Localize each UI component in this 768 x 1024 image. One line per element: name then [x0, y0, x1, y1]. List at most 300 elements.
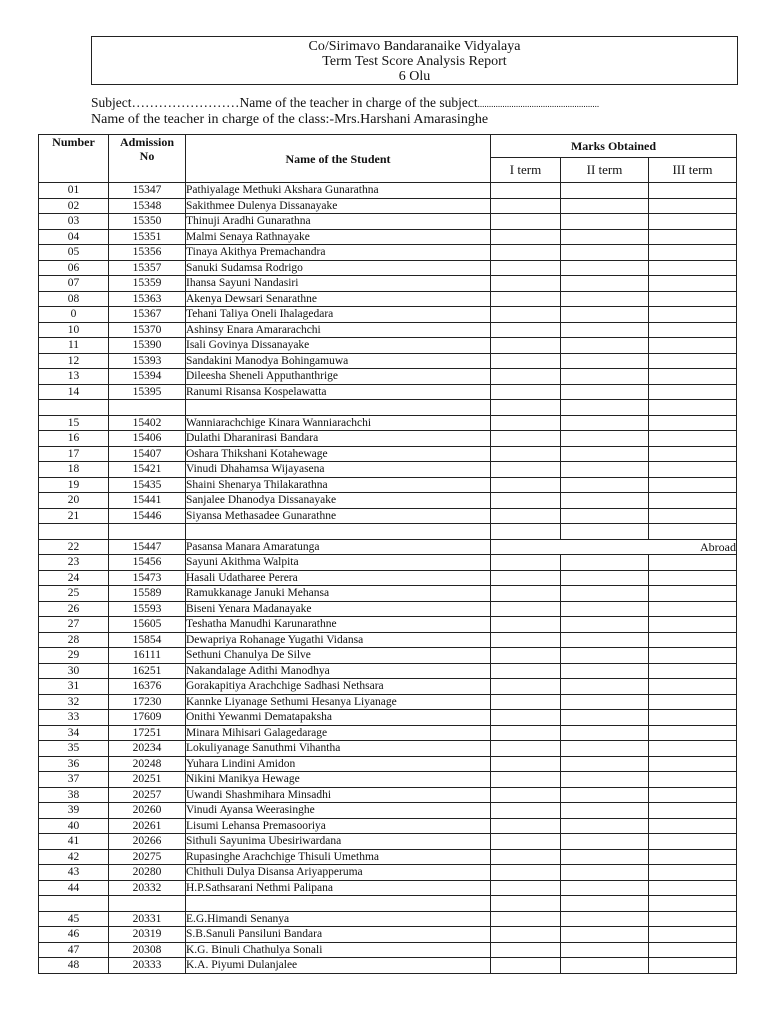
row-student-name: Gorakapitiya Arachchige Sadhasi Nethsara [186, 679, 491, 695]
row-student-name: S.B.Sanuli Pansiluni Bandara [186, 927, 491, 943]
row-admission-no: 20266 [109, 834, 186, 850]
mark-term-3-cell [649, 493, 737, 509]
table-row [39, 198, 737, 214]
mark-term-1-cell [491, 942, 561, 958]
mark-term-1-cell [491, 322, 561, 338]
header-number: Number [39, 135, 109, 183]
mark-term-3-cell [649, 834, 737, 850]
row-number: 29 [39, 648, 109, 664]
row-student-name: Nikini Manikya Hewage [186, 772, 491, 788]
mark-term-2-cell [561, 679, 649, 695]
spacer-cell [561, 896, 649, 912]
row-admission-no: 15395 [109, 384, 186, 400]
row-admission-no: 20333 [109, 958, 186, 974]
mark-term-3-cell [649, 694, 737, 710]
mark-term-1-cell [491, 911, 561, 927]
mark-term-3-cell [649, 276, 737, 292]
mark-term-3-cell [649, 958, 737, 974]
table-row [39, 849, 737, 865]
table-row [39, 183, 737, 199]
row-admission-no: 20319 [109, 927, 186, 943]
row-student-name: Ramukkanage Januki Mehansa [186, 586, 491, 602]
row-number: 07 [39, 276, 109, 292]
spacer-cell [561, 400, 649, 416]
mark-term-1-cell [491, 725, 561, 741]
row-admission-no: 20308 [109, 942, 186, 958]
row-number: 39 [39, 803, 109, 819]
row-student-name: Lisumi Lehansa Premasooriya [186, 818, 491, 834]
table-row [39, 942, 737, 958]
mark-term-2-cell [561, 369, 649, 385]
row-admission-no: 20275 [109, 849, 186, 865]
row-admission-no: 15367 [109, 307, 186, 323]
row-admission-no: 15350 [109, 214, 186, 230]
mark-term-1-cell [491, 617, 561, 633]
table-row [39, 617, 737, 633]
row-number: 34 [39, 725, 109, 741]
mark-term-2-cell [561, 198, 649, 214]
row-admission-no: 20234 [109, 741, 186, 757]
table-row [39, 601, 737, 617]
row-student-name: Sakithmee Dulenya Dissanayake [186, 198, 491, 214]
mark-term-1-cell [491, 431, 561, 447]
spacer-cell [491, 524, 561, 540]
table-row [39, 276, 737, 292]
table-row [39, 338, 737, 354]
mark-term-3-cell [649, 229, 737, 245]
marks-table [38, 134, 737, 974]
row-admission-no: 15456 [109, 555, 186, 571]
mark-term-1-cell [491, 632, 561, 648]
mark-term-2-cell [561, 880, 649, 896]
mark-term-3-cell [649, 214, 737, 230]
row-student-name: Teshatha Manudhi Karunarathne [186, 617, 491, 633]
row-student-name: Thinuji Aradhi Gunarathna [186, 214, 491, 230]
mark-term-1-cell [491, 570, 561, 586]
mark-term-2-cell [561, 942, 649, 958]
row-student-name: Sayuni Akithma Walpita [186, 555, 491, 571]
mark-term-2-cell [561, 632, 649, 648]
row-number: 10 [39, 322, 109, 338]
row-admission-no: 20280 [109, 865, 186, 881]
row-student-name: Sanjalee Dhanodya Dissanayake [186, 493, 491, 509]
row-admission-no: 15589 [109, 586, 186, 602]
table-row [39, 493, 737, 509]
mark-term-1-cell [491, 555, 561, 571]
row-admission-no: 15348 [109, 198, 186, 214]
row-student-name: Sanuki Sudamsa Rodrigo [186, 260, 491, 276]
mark-term-2-cell [561, 353, 649, 369]
mark-term-1-cell [491, 338, 561, 354]
row-student-name: Lokuliyanage Sanuthmi Vihantha [186, 741, 491, 757]
mark-term-2-cell [561, 586, 649, 602]
row-student-name: Uwandi Shashmihara Minsadhi [186, 787, 491, 803]
row-admission-no: 15441 [109, 493, 186, 509]
row-student-name: Shaini Shenarya Thilakarathna [186, 477, 491, 493]
mark-term-1-cell [491, 927, 561, 943]
mark-term-3-cell [649, 291, 737, 307]
row-number: 03 [39, 214, 109, 230]
row-admission-no: 15347 [109, 183, 186, 199]
mark-term-1-cell [491, 229, 561, 245]
mark-term-3-cell [649, 183, 737, 199]
row-admission-no: 15390 [109, 338, 186, 354]
mark-term-2-cell [561, 477, 649, 493]
mark-term-3-cell [649, 617, 737, 633]
row-number: 04 [39, 229, 109, 245]
table-row [39, 384, 737, 400]
header-term-1: I term [491, 158, 561, 183]
spacer-cell [649, 400, 737, 416]
row-student-name: Biseni Yenara Madanayake [186, 601, 491, 617]
mark-term-2-cell [561, 834, 649, 850]
row-student-name: Akenya Dewsari Senarathne [186, 291, 491, 307]
spacer-cell [39, 896, 109, 912]
mark-term-1-cell [491, 415, 561, 431]
mark-term-3-cell [649, 415, 737, 431]
row-number: 24 [39, 570, 109, 586]
row-student-name: Siyansa Methasadee Gunarathne [186, 508, 491, 524]
mark-term-2-cell [561, 803, 649, 819]
mark-term-1-cell [491, 818, 561, 834]
row-admission-no: 16111 [109, 648, 186, 664]
table-row [39, 787, 737, 803]
row-number: 48 [39, 958, 109, 974]
mark-term-1-cell [491, 741, 561, 757]
mark-term-2-cell [561, 493, 649, 509]
row-number: 26 [39, 601, 109, 617]
row-student-name: Pathiyalage Methuki Akshara Gunarathna [186, 183, 491, 199]
mark-term-2-cell [561, 927, 649, 943]
mark-term-1-cell [491, 384, 561, 400]
row-admission-no: 20257 [109, 787, 186, 803]
class-name: 6 Olu [398, 69, 431, 84]
mark-term-1-cell [491, 679, 561, 695]
mark-term-3-cell [649, 555, 737, 571]
mark-term-1-cell [491, 260, 561, 276]
mark-term-3-cell [649, 198, 737, 214]
row-student-name: Ashinsy Enara Amararachchi [186, 322, 491, 338]
row-student-name: Onithi Yewanmi Dematapaksha [186, 710, 491, 726]
row-number: 43 [39, 865, 109, 881]
mark-term-3-cell [649, 725, 737, 741]
mark-term-2-cell [561, 555, 649, 571]
header-student-name: Name of the Student [186, 135, 491, 183]
mark-term-3-cell [649, 632, 737, 648]
spacer-cell [491, 400, 561, 416]
spacer-cell [109, 400, 186, 416]
mark-term-2-cell [561, 694, 649, 710]
row-admission-no: 15605 [109, 617, 186, 633]
table-row [39, 911, 737, 927]
table-row [39, 741, 737, 757]
table-row [39, 756, 737, 772]
row-student-name: Malmi Senaya Rathnayake [186, 229, 491, 245]
mark-term-1-cell [491, 477, 561, 493]
row-student-name: K.G. Binuli Chathulya Sonali [186, 942, 491, 958]
subject-label: Subject [91, 95, 132, 110]
spacer-cell [39, 400, 109, 416]
table-row [39, 307, 737, 323]
table-row [39, 710, 737, 726]
row-student-name: Dewapriya Rohanage Yugathi Vidansa [186, 632, 491, 648]
row-admission-no: 16376 [109, 679, 186, 695]
mark-term-3-cell [649, 663, 737, 679]
spacer-cell [649, 524, 737, 540]
mark-term-3-cell [649, 772, 737, 788]
row-number: 19 [39, 477, 109, 493]
mark-term-2-cell [561, 787, 649, 803]
mark-term-1-cell [491, 803, 561, 819]
row-number: 17 [39, 446, 109, 462]
mark-term-1-cell [491, 462, 561, 478]
mark-term-3-cell [649, 710, 737, 726]
row-admission-no: 20331 [109, 911, 186, 927]
row-student-name: Vinudi Dhahamsa Wijayasena [186, 462, 491, 478]
table-row [39, 508, 737, 524]
mark-term-2-cell [561, 601, 649, 617]
row-student-name: Kannke Liyanage Sethumi Hesanya Liyanage [186, 694, 491, 710]
row-admission-no: 17230 [109, 694, 186, 710]
row-admission-no: 15363 [109, 291, 186, 307]
mark-term-1-cell [491, 663, 561, 679]
spacer-row [39, 524, 737, 540]
spacer-cell [186, 896, 491, 912]
header-term-2: II term [561, 158, 649, 183]
spacer-cell [109, 896, 186, 912]
mark-term-3-cell [649, 508, 737, 524]
row-student-name: Oshara Thikshani Kotahewage [186, 446, 491, 462]
spacer-cell [109, 524, 186, 540]
table-row [39, 694, 737, 710]
row-student-name: Sethuni Chanulya De Silve [186, 648, 491, 664]
table-row [39, 555, 737, 571]
mark-term-2-cell [561, 741, 649, 757]
mark-term-2-cell [561, 710, 649, 726]
table-row [39, 679, 737, 695]
row-number: 02 [39, 198, 109, 214]
mark-term-3-cell [649, 849, 737, 865]
row-student-name: Minara Mihisari Galagedarage [186, 725, 491, 741]
row-number: 01 [39, 183, 109, 199]
row-number: 41 [39, 834, 109, 850]
row-admission-no: 15446 [109, 508, 186, 524]
report-title-box [91, 36, 738, 85]
mark-term-3-cell [649, 446, 737, 462]
row-student-name: Isali Govinya Dissanayake [186, 338, 491, 354]
table-row [39, 539, 737, 555]
table-row [39, 245, 737, 261]
mark-term-1-cell [491, 849, 561, 865]
row-student-name: Ihansa Sayuni Nandasiri [186, 276, 491, 292]
mark-term-2-cell [561, 291, 649, 307]
table-row [39, 229, 737, 245]
spacer-cell [561, 524, 649, 540]
table-row [39, 477, 737, 493]
mark-term-1-cell [491, 772, 561, 788]
mark-term-3-cell [649, 369, 737, 385]
table-row [39, 431, 737, 447]
table-row [39, 369, 737, 385]
row-number: 28 [39, 632, 109, 648]
row-number: 33 [39, 710, 109, 726]
mark-term-1-cell [491, 958, 561, 974]
row-number: 32 [39, 694, 109, 710]
row-number: 25 [39, 586, 109, 602]
table-row [39, 446, 737, 462]
mark-term-2-cell [561, 384, 649, 400]
mark-term-2-cell [561, 818, 649, 834]
mark-term-2-cell [561, 570, 649, 586]
row-student-name: Rupasinghe Arachchige Thisuli Umethma [186, 849, 491, 865]
mark-term-1-cell [491, 787, 561, 803]
mark-term-2-cell [561, 958, 649, 974]
mark-term-1-cell [491, 694, 561, 710]
row-admission-no: 15357 [109, 260, 186, 276]
mark-term-1-cell [491, 493, 561, 509]
row-admission-no: 17609 [109, 710, 186, 726]
mark-term-3-cell [649, 384, 737, 400]
table-row [39, 214, 737, 230]
row-number: 40 [39, 818, 109, 834]
table-row [39, 663, 737, 679]
spacer-cell [649, 896, 737, 912]
table-row [39, 772, 737, 788]
row-number: 06 [39, 260, 109, 276]
row-student-name: E.G.Himandi Senanya [186, 911, 491, 927]
row-number: 18 [39, 462, 109, 478]
mark-term-2-cell [561, 772, 649, 788]
mark-term-3-cell [649, 865, 737, 881]
table-row [39, 880, 737, 896]
mark-term-2-cell [561, 663, 649, 679]
row-admission-no: 20261 [109, 818, 186, 834]
row-admission-no: 16251 [109, 663, 186, 679]
mark-term-1-cell [491, 865, 561, 881]
mark-term-1-cell [491, 353, 561, 369]
row-admission-no: 15359 [109, 276, 186, 292]
mark-term-2-cell [561, 260, 649, 276]
mark-term-2-cell [561, 322, 649, 338]
row-admission-no: 15351 [109, 229, 186, 245]
table-row [39, 834, 737, 850]
mark-term-2-cell [561, 307, 649, 323]
table-row [39, 415, 737, 431]
table-row [39, 927, 737, 943]
row-student-name: Sandakini Manodya Bohingamuwa [186, 353, 491, 369]
mark-term-2-cell [561, 648, 649, 664]
row-number: 21 [39, 508, 109, 524]
row-number: 22 [39, 539, 109, 555]
row-student-name: Chithuli Dulya Disansa Ariyapperuma [186, 865, 491, 881]
table-row [39, 648, 737, 664]
table-row [39, 570, 737, 586]
mark-term-1-cell [491, 648, 561, 664]
mark-term-3-cell [649, 338, 737, 354]
row-admission-no: 15447 [109, 539, 186, 555]
header-term-3: III term [649, 158, 737, 183]
row-number: 15 [39, 415, 109, 431]
subject-teacher-label: Name of the teacher in charge of the subject [239, 95, 478, 110]
row-student-name: Dileesha Sheneli Apputhanthrige [186, 369, 491, 385]
row-number: 46 [39, 927, 109, 943]
header-admission [109, 135, 186, 183]
mark-term-2-cell [561, 508, 649, 524]
mark-term-1-cell [491, 586, 561, 602]
mark-term-3-cell [649, 880, 737, 896]
spacer-cell [39, 524, 109, 540]
row-number: 0 [39, 307, 109, 323]
row-number: 05 [39, 245, 109, 261]
row-admission-no: 15356 [109, 245, 186, 261]
mark-term-1-cell [491, 446, 561, 462]
mark-term-3-cell [649, 322, 737, 338]
mark-term-1-cell [491, 214, 561, 230]
mark-term-3-cell [649, 648, 737, 664]
mark-term-3-cell [649, 803, 737, 819]
mark-term-3-cell [649, 601, 737, 617]
report-title: Term Test Score Analysis Report [322, 54, 507, 69]
table-row [39, 865, 737, 881]
mark-term-3-cell [649, 927, 737, 943]
mark-term-3-cell [649, 431, 737, 447]
row-admission-no: 15394 [109, 369, 186, 385]
table-row [39, 586, 737, 602]
mark-term-3-cell [649, 260, 737, 276]
row-number: 30 [39, 663, 109, 679]
row-number: 45 [39, 911, 109, 927]
mark-term-1-cell [491, 245, 561, 261]
row-number: 44 [39, 880, 109, 896]
row-number: 31 [39, 679, 109, 695]
mark-term-2-cell [561, 446, 649, 462]
table-row [39, 291, 737, 307]
row-admission-no: 15402 [109, 415, 186, 431]
row-student-name: Pasansa Manara Amaratunga [186, 539, 491, 555]
table-row [39, 353, 737, 369]
row-number: 36 [39, 756, 109, 772]
mark-term-1-cell [491, 291, 561, 307]
mark-term-3-cell [649, 570, 737, 586]
subject-line [91, 95, 599, 111]
row-number: 38 [39, 787, 109, 803]
mark-term-3-cell [649, 586, 737, 602]
mark-term-3-cell [649, 756, 737, 772]
mark-term-2-cell [561, 756, 649, 772]
class-teacher-line: Name of the teacher in charge of the class:-Mrs.Harshani Amarasinghe [91, 112, 489, 127]
row-admission-no: 15421 [109, 462, 186, 478]
row-number: 14 [39, 384, 109, 400]
row-admission-no: 20260 [109, 803, 186, 819]
row-student-name: Wanniarachchige Kinara Wanniarachchi [186, 415, 491, 431]
table-row [39, 322, 737, 338]
row-admission-no: 17251 [109, 725, 186, 741]
row-student-name: Vinudi Ayansa Weerasinghe [186, 803, 491, 819]
mark-term-1-cell [491, 601, 561, 617]
row-admission-no: 15370 [109, 322, 186, 338]
row-number: 13 [39, 369, 109, 385]
row-number: 16 [39, 431, 109, 447]
mark-term-3-cell [649, 818, 737, 834]
mark-term-3-cell [649, 942, 737, 958]
row-admission-no: 20248 [109, 756, 186, 772]
header-admission-line2: No [139, 149, 155, 163]
header-marks-obtained: Marks Obtained [491, 135, 737, 158]
student-rows [39, 183, 737, 974]
mark-term-1-cell [491, 276, 561, 292]
mark-term-3-cell [649, 307, 737, 323]
mark-term-2-cell [561, 338, 649, 354]
